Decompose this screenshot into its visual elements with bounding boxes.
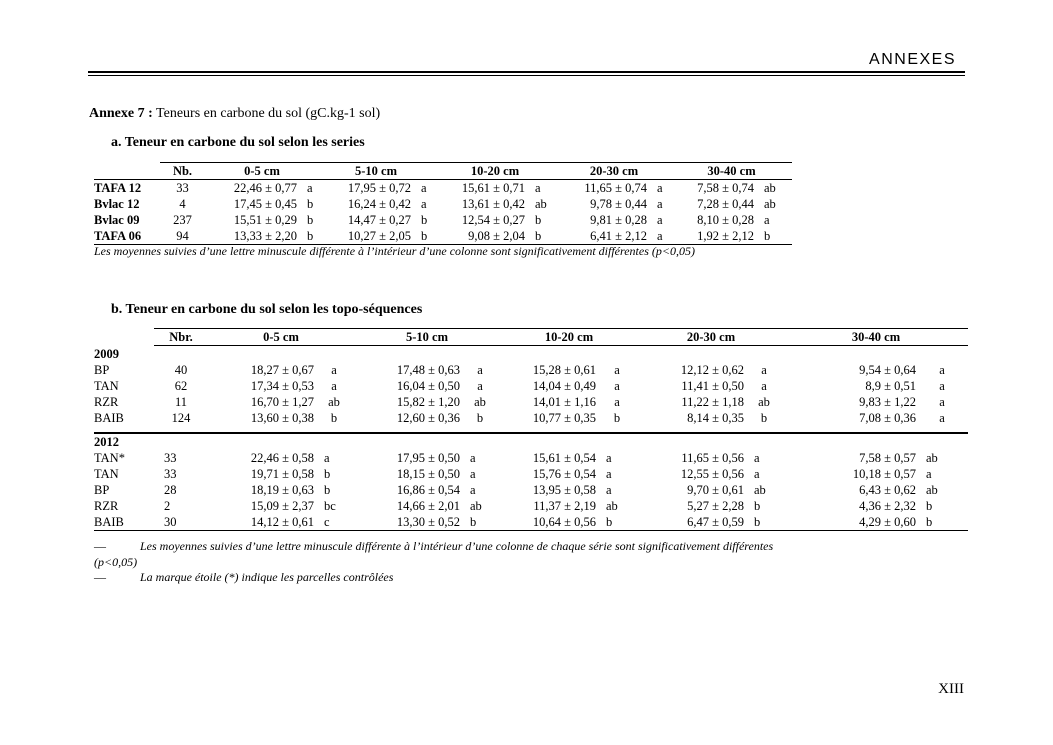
mean-value: 4,36 ± 2,32 xyxy=(859,499,916,513)
row-count: 33 xyxy=(164,451,177,465)
mean-value: 10,27 ± 2,05 xyxy=(319,228,411,245)
group-letter: a xyxy=(535,181,541,195)
mean-value: 6,43 ± 0,62 xyxy=(859,483,916,497)
group-letter: a xyxy=(761,363,767,377)
mean-value: 7,58 ± 0,74 xyxy=(697,181,754,195)
col-5-10: 5-10 cm xyxy=(354,329,500,346)
mean-value: 9,78 ± 0,44 xyxy=(590,197,647,211)
col-10-20: 10-20 cm xyxy=(433,163,557,180)
row-label: TAN xyxy=(94,379,119,393)
group-letter: b xyxy=(460,514,500,531)
col-20-30: 20-30 cm xyxy=(557,163,671,180)
group-year: 2012 xyxy=(94,435,119,449)
group-letter: b xyxy=(596,514,638,531)
row-count: 4 xyxy=(179,197,186,211)
mean-value: 18,19 ± 0,63 xyxy=(250,483,314,497)
mean-value: 14,12 ± 0,61 xyxy=(208,514,314,531)
col-nbr: Nbr. xyxy=(154,329,208,346)
mean-value: 15,61 ± 0,54 xyxy=(532,451,596,465)
row-count: 124 xyxy=(171,411,191,425)
group-letter: ab xyxy=(764,181,776,195)
mean-value: 14,01 ± 1,16 xyxy=(532,395,596,409)
mean-value: 12,12 ± 0,62 xyxy=(680,363,744,377)
group-letter: ab xyxy=(535,197,547,211)
table-row xyxy=(94,514,968,531)
mean-value: 13,33 ± 2,20 xyxy=(205,228,297,245)
group-letter: b xyxy=(324,483,331,497)
mean-value: 16,86 ± 0,54 xyxy=(396,483,460,497)
table-row xyxy=(94,212,792,228)
mean-value: 9,70 ± 0,61 xyxy=(687,483,744,497)
annex-title xyxy=(89,106,380,122)
footnote-dash: — xyxy=(94,570,106,584)
mean-value: 6,41 ± 2,12 xyxy=(557,228,647,245)
mean-value: 11,65 ± 0,74 xyxy=(584,181,647,195)
mean-value: 14,47 ± 0,27 xyxy=(347,213,411,227)
group-letter: ab xyxy=(470,499,482,513)
header-rule-thin xyxy=(88,75,965,76)
group-letter: a xyxy=(477,379,483,393)
group-letter: c xyxy=(314,514,354,531)
row-count: 62 xyxy=(174,379,188,393)
mean-value: 7,08 ± 0,36 xyxy=(859,411,916,425)
group-letter: a xyxy=(939,379,945,393)
mean-value: 22,46 ± 0,58 xyxy=(250,451,314,465)
row-count: 237 xyxy=(173,213,192,227)
table-row xyxy=(94,466,968,482)
row-count: 11 xyxy=(174,395,188,409)
group-letter: ab xyxy=(474,395,486,409)
mean-value: 8,9 ± 0,51 xyxy=(865,379,916,393)
mean-value: 16,70 ± 1,27 xyxy=(250,395,314,409)
mean-value: 12,60 ± 0,36 xyxy=(396,411,460,425)
row-count: 28 xyxy=(164,483,177,497)
section-a-title: a. Teneur en carbone du sol selon les series xyxy=(111,135,365,150)
page-number: XIII xyxy=(938,681,964,697)
group-letter: a xyxy=(477,363,483,377)
group-letter: b xyxy=(525,228,557,245)
mean-value: 9,08 ± 2,04 xyxy=(433,228,525,245)
col-0-5: 0-5 cm xyxy=(208,329,354,346)
mean-value: 22,46 ± 0,77 xyxy=(233,181,297,195)
mean-value: 1,92 ± 2,12 xyxy=(671,228,754,245)
group-letter: bc xyxy=(324,499,336,513)
mean-value: 16,04 ± 0,50 xyxy=(396,379,460,393)
row-label: BP xyxy=(94,483,110,497)
group-letter: b xyxy=(754,228,792,245)
mean-value: 5,27 ± 2,28 xyxy=(687,499,744,513)
group-letter: a xyxy=(614,363,620,377)
group-letter: ab xyxy=(606,499,618,513)
group-letter: b xyxy=(535,213,542,227)
group-letter: b xyxy=(613,411,621,425)
footnote-dash: — xyxy=(94,539,106,553)
mean-value: 12,55 ± 0,56 xyxy=(680,467,744,481)
mean-value: 7,58 ± 0,57 xyxy=(859,451,916,465)
col-30-40: 30-40 cm xyxy=(784,329,968,346)
group-letter: b xyxy=(324,467,331,481)
blank-header xyxy=(94,329,154,346)
toposequence-table xyxy=(94,328,968,531)
row-label: BAIB xyxy=(94,514,154,531)
row-label: TAFA 12 xyxy=(94,181,142,195)
group-letter: a xyxy=(657,213,663,227)
mean-value: 4,29 ± 0,60 xyxy=(784,514,916,531)
mean-value: 15,28 ± 0,61 xyxy=(532,363,596,377)
group-letter: ab xyxy=(926,451,938,465)
group-letter: b xyxy=(916,514,968,531)
mean-value: 17,48 ± 0,63 xyxy=(396,363,460,377)
table-row xyxy=(94,394,968,410)
group-letter: a xyxy=(331,379,337,393)
group-letter: ab xyxy=(328,395,340,409)
section-b-footnote-1-cont: (p<0,05) xyxy=(94,555,138,569)
col-nb: Nb. xyxy=(160,163,205,180)
row-label: BP xyxy=(94,363,110,377)
group-letter: a xyxy=(614,395,620,409)
table-row xyxy=(94,196,792,212)
group-letter: b xyxy=(476,411,484,425)
mean-value: 9,81 ± 0,28 xyxy=(590,213,647,227)
table-row xyxy=(94,378,968,394)
group-letter: b xyxy=(330,411,338,425)
group-letter: a xyxy=(657,181,663,195)
section-b-footnote-1 xyxy=(94,539,894,554)
group-letter: ab xyxy=(764,197,776,211)
row-label: Bvlac 12 xyxy=(94,197,140,211)
annex-label: Annexe 7 : xyxy=(89,106,153,121)
col-5-10: 5-10 cm xyxy=(319,163,433,180)
group-letter: a xyxy=(421,181,427,195)
row-label: TAN* xyxy=(94,451,125,465)
group-letter: a xyxy=(764,213,770,227)
blank-header xyxy=(94,163,160,180)
section-b-title: b. Teneur en carbone du sol selon les topo-séquences xyxy=(111,302,423,317)
row-label: TAFA 06 xyxy=(94,228,160,245)
mean-value: 17,95 ± 0,50 xyxy=(396,451,460,465)
mean-value: 12,54 ± 0,27 xyxy=(461,213,525,227)
group-letter: a xyxy=(761,379,767,393)
mean-value: 17,34 ± 0,53 xyxy=(250,379,314,393)
group-letter: a xyxy=(657,197,663,211)
mean-value: 8,14 ± 0,35 xyxy=(687,411,744,425)
mean-value: 17,95 ± 0,72 xyxy=(347,181,411,195)
group-letter: ab xyxy=(758,395,770,409)
group-letter: b xyxy=(754,499,761,513)
series-table xyxy=(94,162,792,245)
group-letter: b xyxy=(411,228,433,245)
group-letter: a xyxy=(606,483,612,497)
group-letter: a xyxy=(470,467,476,481)
group-letter: a xyxy=(614,379,620,393)
col-10-20: 10-20 cm xyxy=(500,329,638,346)
footnote-text: Les moyennes suivies d’une lettre minuscule différente à l’intérieur d’une colonne de chaque série sont significativement différentes xyxy=(140,539,774,553)
group-letter: a xyxy=(331,363,337,377)
group-letter: a xyxy=(754,467,760,481)
group-letter: b xyxy=(760,411,768,425)
section-b-footnote-2 xyxy=(94,570,393,585)
col-30-40: 30-40 cm xyxy=(671,163,792,180)
row-count: 33 xyxy=(176,181,189,195)
mean-value: 13,95 ± 0,58 xyxy=(532,483,596,497)
group-letter: a xyxy=(606,467,612,481)
group-year: 2009 xyxy=(94,347,119,361)
mean-value: 7,28 ± 0,44 xyxy=(697,197,754,211)
header-rule-thick xyxy=(88,71,965,73)
mean-value: 9,54 ± 0,64 xyxy=(859,363,916,377)
group-letter: a xyxy=(647,228,671,245)
row-label: BAIB xyxy=(94,411,124,425)
group-letter: a xyxy=(470,451,476,465)
running-header: ANNEXES xyxy=(869,51,956,68)
mean-value: 13,61 ± 0,42 xyxy=(461,197,525,211)
col-20-30: 20-30 cm xyxy=(638,329,784,346)
table-row xyxy=(94,362,968,378)
group-letter: a xyxy=(421,197,427,211)
mean-value: 11,22 ± 1,18 xyxy=(681,395,744,409)
mean-value: 15,09 ± 2,37 xyxy=(250,499,314,513)
group-letter: a xyxy=(939,363,945,377)
row-count: 40 xyxy=(174,363,188,377)
mean-value: 11,37 ± 2,19 xyxy=(533,499,596,513)
group-letter: b xyxy=(307,213,314,227)
group-letter: a xyxy=(307,181,313,195)
mean-value: 10,77 ± 0,35 xyxy=(532,411,596,425)
group-letter: b xyxy=(421,213,428,227)
mean-value: 14,04 ± 0,49 xyxy=(532,379,596,393)
mean-value: 13,60 ± 0,38 xyxy=(250,411,314,425)
mean-value: 15,76 ± 0,54 xyxy=(532,467,596,481)
row-label: Bvlac 09 xyxy=(94,213,140,227)
mean-value: 8,10 ± 0,28 xyxy=(697,213,754,227)
mean-value: 6,47 ± 0,59 xyxy=(638,514,744,531)
mean-value: 19,71 ± 0,58 xyxy=(250,467,314,481)
mean-value: 13,30 ± 0,52 xyxy=(354,514,460,531)
group-letter: b xyxy=(926,499,933,513)
group-letter: ab xyxy=(754,483,766,497)
mean-value: 16,24 ± 0,42 xyxy=(347,197,411,211)
group-separator xyxy=(94,426,968,433)
table-row xyxy=(94,482,968,498)
group-letter: a xyxy=(324,451,330,465)
mean-value: 15,61 ± 0,71 xyxy=(461,181,525,195)
table-row xyxy=(94,410,968,426)
mean-value: 11,41 ± 0,50 xyxy=(681,379,744,393)
table-row xyxy=(94,450,968,466)
table-row xyxy=(94,498,968,514)
row-count: 94 xyxy=(160,228,205,245)
footnote-text: La marque étoile (*) indique les parcelles contrôlées xyxy=(140,570,394,584)
row-label: RZR xyxy=(94,395,119,409)
mean-value: 10,64 ± 0,56 xyxy=(500,514,596,531)
group-letter: a xyxy=(939,395,945,409)
group-letter: a xyxy=(939,411,945,425)
mean-value: 15,51 ± 0,29 xyxy=(233,213,297,227)
group-letter: a xyxy=(926,467,932,481)
table-row xyxy=(94,228,792,245)
section-a-footnote: Les moyennes suivies d’une lettre minuscule différente à l’intérieur d’une colonne sont significativement différentes (p<0,05) xyxy=(94,244,695,258)
mean-value: 10,18 ± 0,57 xyxy=(852,467,916,481)
row-label: TAN xyxy=(94,467,119,481)
row-label: RZR xyxy=(94,499,119,513)
mean-value: 18,27 ± 0,67 xyxy=(250,363,314,377)
row-count: 30 xyxy=(154,514,208,531)
group-letter: b xyxy=(307,197,314,211)
group-letter: a xyxy=(754,451,760,465)
mean-value: 14,66 ± 2,01 xyxy=(396,499,460,513)
row-count: 33 xyxy=(164,467,177,481)
mean-value: 11,65 ± 0,56 xyxy=(681,451,744,465)
group-letter: b xyxy=(744,514,784,531)
group-letter: b xyxy=(297,228,319,245)
row-count: 2 xyxy=(164,499,171,513)
mean-value: 9,83 ± 1,22 xyxy=(859,395,916,409)
mean-value: 15,82 ± 1,20 xyxy=(396,395,460,409)
group-letter: a xyxy=(606,451,612,465)
table-row xyxy=(94,180,792,197)
annex-title-text: Teneurs en carbone du sol (gC.kg-1 sol) xyxy=(156,106,381,121)
mean-value: 17,45 ± 0,45 xyxy=(233,197,297,211)
group-letter: a xyxy=(470,483,476,497)
col-0-5: 0-5 cm xyxy=(205,163,319,180)
mean-value: 18,15 ± 0,50 xyxy=(396,467,460,481)
group-letter: ab xyxy=(926,483,938,497)
